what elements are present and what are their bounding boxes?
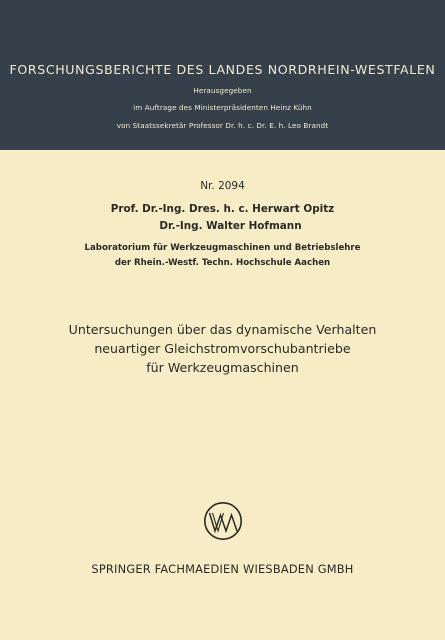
series-title: FORSCHUNGSBERICHTE DES LANDES NORDRHEIN-WESTFALEN bbox=[9, 62, 436, 77]
author-2: Dr.-Ing. Walter Hofmann bbox=[159, 220, 302, 232]
cover-header-band bbox=[0, 0, 445, 150]
report-number: Nr. 2094 bbox=[200, 180, 245, 192]
title-line-2: neuartiger Gleichstromvorschubantriebe bbox=[94, 341, 351, 356]
commission-line: im Auftrage des Ministerpräsidenten Heinz Kühn bbox=[133, 103, 312, 112]
springer-vieweg-logo-icon bbox=[203, 501, 243, 541]
publisher-name: SPRINGER FACHMAEDIEN WIESBADEN GMBH bbox=[91, 562, 354, 576]
institute-line-2: der Rhein.-Westf. Techn. Hochschule Aachen bbox=[114, 258, 331, 268]
cover-body bbox=[0, 150, 445, 640]
issued-by-label: Herausgegeben bbox=[193, 86, 252, 95]
institute-line-1: Laboratorium für Werkzeugmaschinen und Betriebslehre bbox=[84, 243, 361, 253]
title-line-3: für Werkzeugmaschinen bbox=[146, 360, 299, 375]
author-1: Prof. Dr.-Ing. Dres. h. c. Herwart Opitz bbox=[110, 203, 335, 215]
title-line-1: Untersuchungen über das dynamische Verhalten bbox=[68, 322, 377, 337]
secretary-line: von Staatssekretär Professor Dr. h. c. Dr. E. h. Leo Brandt bbox=[116, 121, 329, 130]
